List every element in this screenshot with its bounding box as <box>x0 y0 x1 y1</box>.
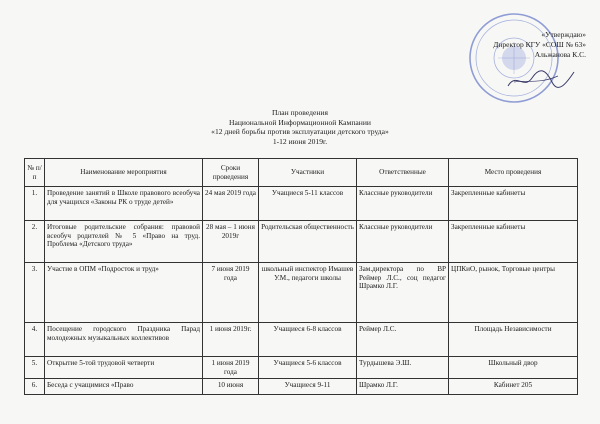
cell-responsible: Шрамко Л.Г. <box>357 379 449 395</box>
header-event: Наименование мероприятия <box>45 159 203 187</box>
cell-num: 4. <box>25 323 45 357</box>
cell-responsible: Реймер Л.С. <box>357 323 449 357</box>
title-line-3: «12 дней борьбы против эксплуатации детского труда» <box>211 127 389 137</box>
cell-responsible: Классные руководители <box>357 221 449 263</box>
document-title <box>120 108 480 146</box>
cell-dates: 1 июня 2019 года <box>203 357 259 379</box>
cell-participants: Учащиеся 6-8 классов <box>259 323 357 357</box>
cell-event: Открытие 5-той трудовой четверти <box>45 357 203 379</box>
approval-name: Альжанова К.С. <box>534 50 586 59</box>
cell-place: Закрепленные кабинеты <box>449 221 578 263</box>
cell-participants: Учащиеся 5-11 классов <box>259 187 357 221</box>
title-line-2: Национальной Информационной Кампании <box>228 117 371 127</box>
cell-participants: Учащиеся 5-6 классов <box>259 357 357 379</box>
cell-dates: 1 июня 2019г. <box>203 323 259 357</box>
header-num: № п/п <box>25 159 45 187</box>
cell-event: Беседа с учащимися «Право <box>45 379 203 395</box>
cell-num: 2. <box>25 221 45 263</box>
approval-block <box>466 30 586 60</box>
cell-participants: Родительская общественность <box>259 221 357 263</box>
cell-event: Посещение городского Праздника Парад молодежных музыкальных коллективов <box>45 323 203 357</box>
cell-place: Кабинет 205 <box>449 379 578 395</box>
cell-event: Участие в ОПМ «Подросток и труд» <box>45 263 203 323</box>
cell-dates: 10 июня <box>203 379 259 395</box>
cell-num: 1. <box>25 187 45 221</box>
cell-num: 3. <box>25 263 45 323</box>
approval-position: Директор КГУ «СОШ № 63» <box>493 40 586 49</box>
table-row <box>25 221 578 263</box>
cell-responsible: Классные руководители <box>357 187 449 221</box>
cell-place: Закрепленные кабинеты <box>449 187 578 221</box>
cell-participants: Учащиеся 9-11 <box>259 379 357 395</box>
events-table <box>24 158 578 395</box>
cell-responsible: Турдышева Э.Ш. <box>357 357 449 379</box>
cell-dates: 7 июня 2019 года <box>203 263 259 323</box>
table-row <box>25 323 578 357</box>
header-dates: Сроки проведения <box>203 159 259 187</box>
cell-event: Итоговые родительские собрания: правовой всеобуч родителей № 5 «Право на труд. Проблема «Детского труда» <box>45 221 203 263</box>
cell-participants: школьный инспектор Имашев У.М., педагоги школы <box>259 263 357 323</box>
header-participants: Участники <box>259 159 357 187</box>
signature <box>506 64 576 94</box>
table-header-row <box>25 159 578 187</box>
approval-heading: «Утверждаю» <box>541 30 586 39</box>
header-place: Место проведения <box>449 159 578 187</box>
cell-place: Школьный двор <box>449 357 578 379</box>
table-row <box>25 357 578 379</box>
table-row <box>25 187 578 221</box>
cell-place: ЦПКиО, рынок, Торговые центры <box>449 263 578 323</box>
title-line-1: План проведения <box>272 108 328 117</box>
header-responsible: Ответственные <box>357 159 449 187</box>
table-row <box>25 379 578 395</box>
cell-num: 5. <box>25 357 45 379</box>
table-row <box>25 263 578 323</box>
cell-dates: 28 мая – 1 июня 2019г <box>203 221 259 263</box>
cell-responsible: Зам.директора по ВР Реймер Л.С., соц педагог Шрамко Л.Г. <box>357 263 449 323</box>
title-line-4: 1-12 июня 2019г. <box>272 136 328 146</box>
cell-num: 6. <box>25 379 45 395</box>
cell-event: Проведение занятий в Школе правового всеобуча для учащихся «Законы РК о труде детей» <box>45 187 203 221</box>
cell-dates: 24 мая 2019 года <box>203 187 259 221</box>
cell-place: Площадь Независимости <box>449 323 578 357</box>
